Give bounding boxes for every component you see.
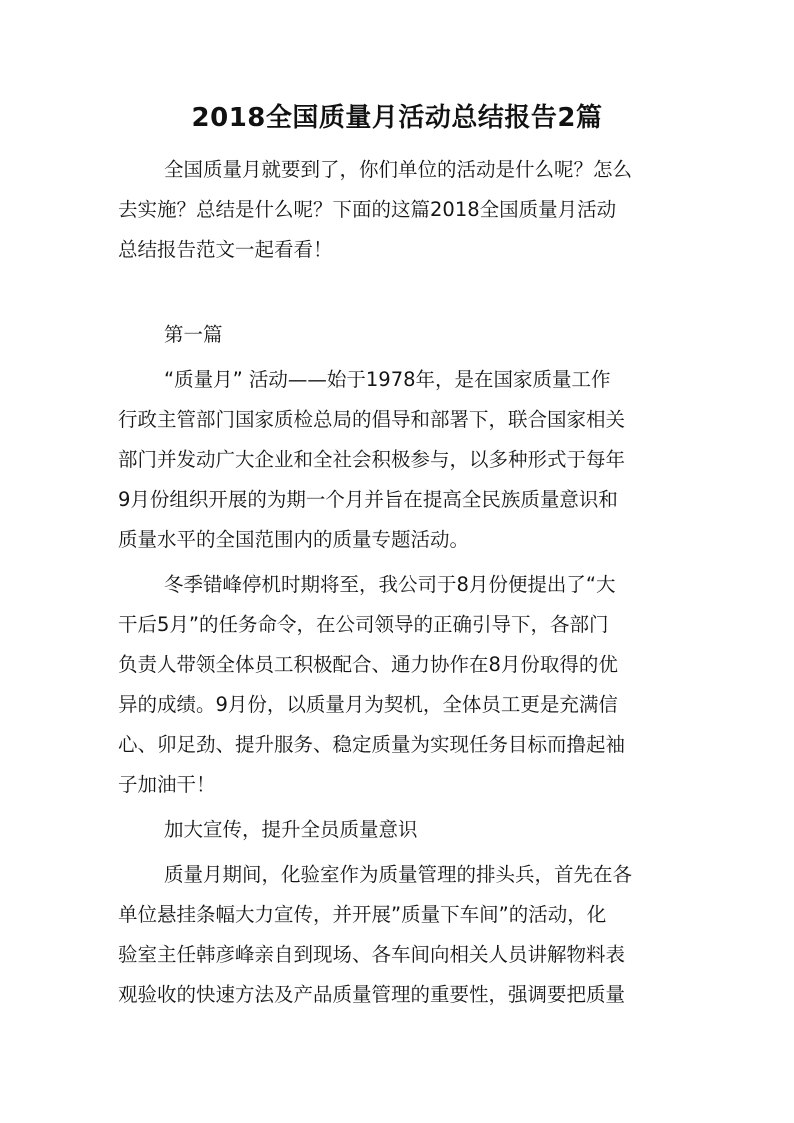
- subheading: 加大宣传，提升全员质量意识: [164, 818, 418, 841]
- intro-line: 全国质量月就要到了，你们单位的活动是什么呢？怎么: [164, 158, 633, 181]
- paragraph-line: 9月份组织开展的为期一个月并旨在提高全民族质量意识和: [118, 488, 618, 511]
- paragraph-line: 单位悬挂条幅大力宣传，并开展”质量下车间”的活动，化: [118, 903, 607, 926]
- intro-line: 总结报告范文一起看看！: [118, 238, 333, 261]
- paragraph-line: 质量水平的全国范围内的质量专题活动。: [118, 528, 470, 551]
- paragraph-line: 行政主管部门国家质检总局的倡导和部署下，联合国家相关: [118, 408, 626, 431]
- paragraph-line: 干后5月”的任务命令，在公司领导的正确引导下，各部门: [118, 613, 609, 636]
- paragraph-line: 冬季错峰停机时期将至，我公司于8月份便提出了“大: [164, 573, 616, 596]
- paragraph-line: 负责人带领全体员工积极配合、通力协作在8月份取得的优: [118, 653, 618, 676]
- paragraph-line: 质量月期间，化验室作为质量管理的排头兵，首先在各: [164, 863, 633, 886]
- paragraph-line: 子加油干！: [118, 773, 216, 796]
- paragraph-line: 观验收的快速方法及产品质量管理的重要性，强调要把质量: [118, 983, 626, 1006]
- intro-line: 去实施？总结是什么呢？下面的这篇2018全国质量月活动: [118, 198, 617, 221]
- section-heading: 第一篇: [164, 323, 223, 346]
- paragraph-line: 异的成绩。9月份，以质量月为契机，全体员工更是充满信: [118, 693, 618, 716]
- paragraph-line: 验室主任韩彦峰亲自到现场、各车间向相关人员讲解物料表: [118, 943, 626, 966]
- document-title: 2018全国质量月活动总结报告2篇: [191, 103, 603, 133]
- paragraph-line: “质量月” 活动——始于1978年，是在国家质量工作: [164, 368, 611, 391]
- paragraph-line: 部门并发动广大企业和全社会积极参与，以多种形式于每年: [118, 448, 626, 471]
- paragraph-line: 心、卯足劲、提升服务、稳定质量为实现任务目标而撸起袖: [118, 733, 626, 756]
